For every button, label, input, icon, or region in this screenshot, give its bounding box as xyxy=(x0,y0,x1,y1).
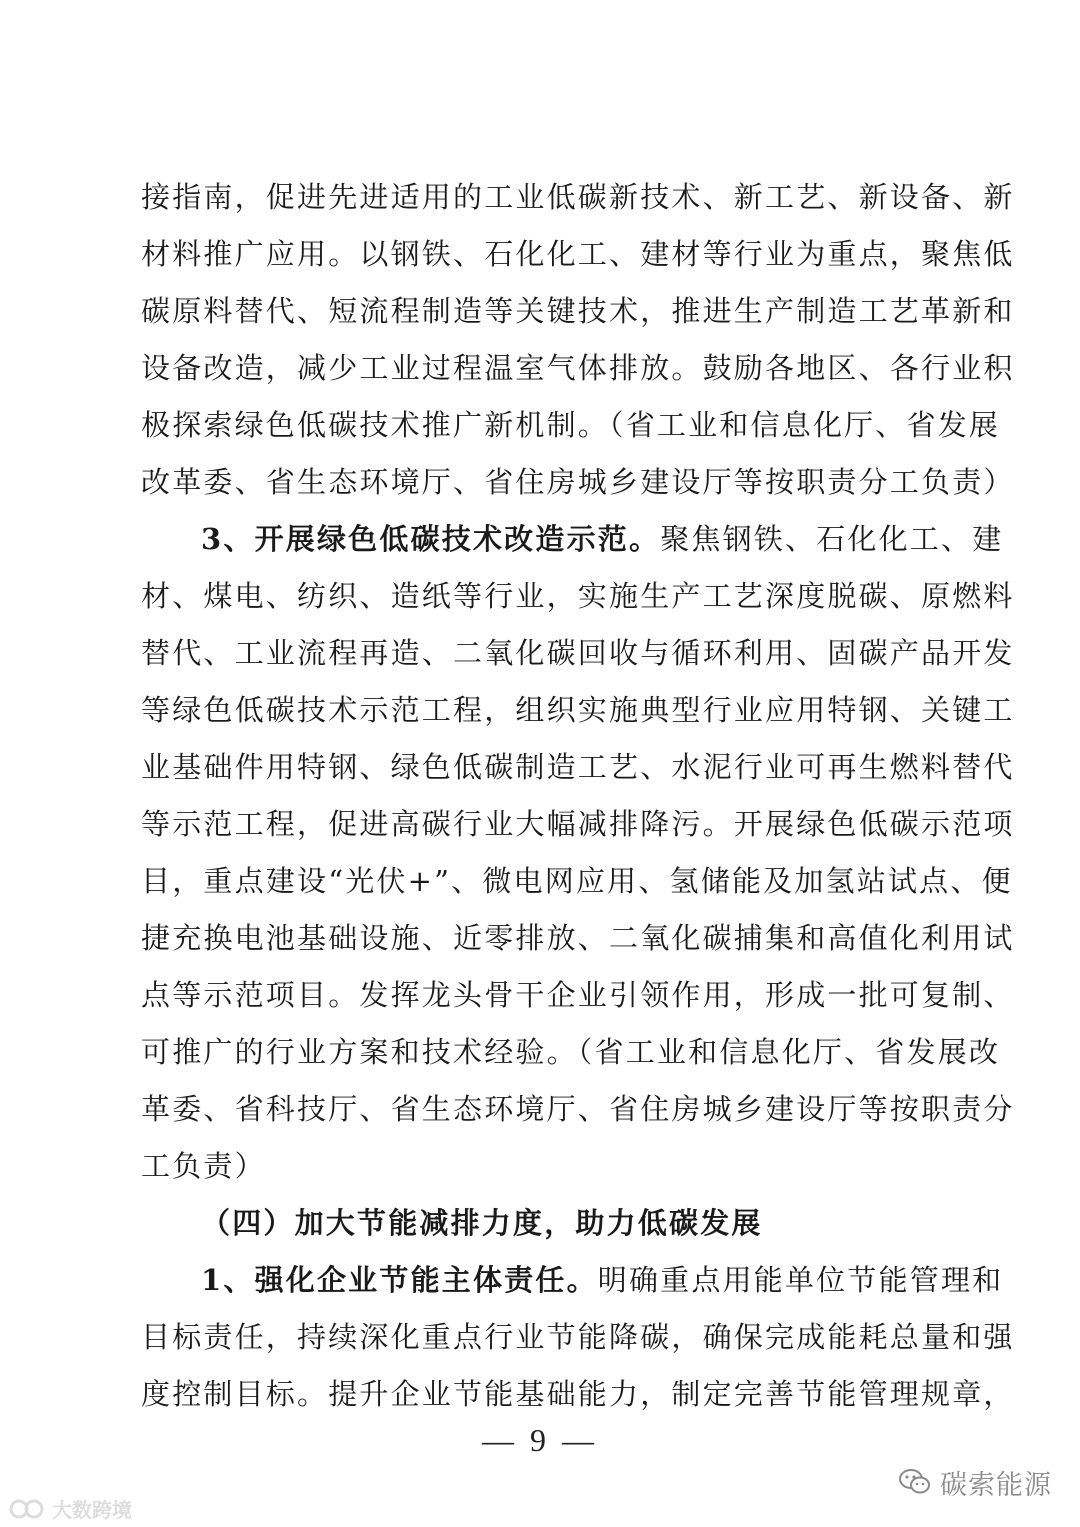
paragraph-line: 捷充换电池基础设施、近零排放、二氧化碳捕集和高值化利用试 xyxy=(141,921,1015,955)
watermark-left-text: 大数跨境 xyxy=(52,1498,132,1522)
wechat-icon xyxy=(898,1467,932,1497)
item-1-first-text: 明确重点用能单位节能管理和 xyxy=(597,1263,1004,1297)
page-number: — 9 — xyxy=(482,1422,598,1458)
watermark-right-text: 碳索能源 xyxy=(940,1469,1052,1501)
paragraph-line: 改革委、省生态环境厅、省住房城乡建设厅等按职责分工负责） xyxy=(141,465,1015,499)
paragraph-line: 目标责任，持续深化重点行业节能降碳，确保完成能耗总量和强 xyxy=(141,1320,1015,1354)
watermark-left xyxy=(8,1494,132,1523)
paragraph-line: 目，重点建设“光伏+”、微电网应用、氢储能及加氢站试点、便 xyxy=(141,864,1013,898)
paragraph-line: 材料推广应用。以钢铁、石化化工、建材等行业为重点，聚焦低 xyxy=(141,237,1015,271)
paragraph-line: 设备改造，减少工业过程温室气体排放。鼓励各地区、各行业积 xyxy=(141,351,1015,385)
item-1-first-line xyxy=(201,1260,1004,1300)
paragraph-line: 工负责） xyxy=(141,1149,266,1183)
watermark-right xyxy=(898,1462,1052,1502)
paragraph-line: 极探索绿色低碳技术推广新机制。（省工业和信息化厅、省发展 xyxy=(141,408,1001,442)
paragraph-line: 度控制目标。提升企业节能基础能力，制定完善节能管理规章， xyxy=(141,1377,1015,1411)
paragraph-line: 接指南，促进先进适用的工业低碳新技术、新工艺、新设备、新 xyxy=(141,180,1015,214)
paragraph-line: 碳原料替代、短流程制造等关键技术，推进生产制造工艺革新和 xyxy=(141,294,1015,328)
paragraph-line: 革委、省科技厅、省生态环境厅、省住房城乡建设厅等按职责分 xyxy=(141,1092,1015,1126)
logo-icon xyxy=(8,1498,48,1520)
paragraph-line: 业基础件用特钢、绿色低碳制造工艺、水泥行业可再生燃料替代 xyxy=(141,750,1015,784)
section-4-heading: （四）加大节能减排力度，助力低碳发展 xyxy=(201,1206,763,1240)
item-3-first-line xyxy=(201,519,1004,559)
paragraph-line: 等绿色低碳技术示范工程，组织实施典型行业应用特钢、关键工 xyxy=(141,693,1015,727)
paragraph-line: 替代、工业流程再造、二氧化碳回收与循环利用、固碳产品开发 xyxy=(141,636,1015,670)
paragraph-line: 点等示范项目。发挥龙头骨干企业引领作用，形成一批可复制、 xyxy=(141,978,1015,1012)
item-3-heading: 3、开展绿色低碳技术改造示范。 xyxy=(201,522,661,556)
paragraph-line: 可推广的行业方案和技术经验。（省工业和信息化厅、省发展改 xyxy=(141,1035,1001,1069)
item-3-first-text: 聚焦钢铁、石化化工、建 xyxy=(660,522,1004,556)
item-1-heading: 1、强化企业节能主体责任。 xyxy=(201,1263,598,1297)
paragraph-line: 材、煤电、纺织、造纸等行业，实施生产工艺深度脱碳、原燃料 xyxy=(141,579,1015,613)
paragraph-line: 等示范工程，促进高碳行业大幅减排降污。开展绿色低碳示范项 xyxy=(141,807,1015,841)
